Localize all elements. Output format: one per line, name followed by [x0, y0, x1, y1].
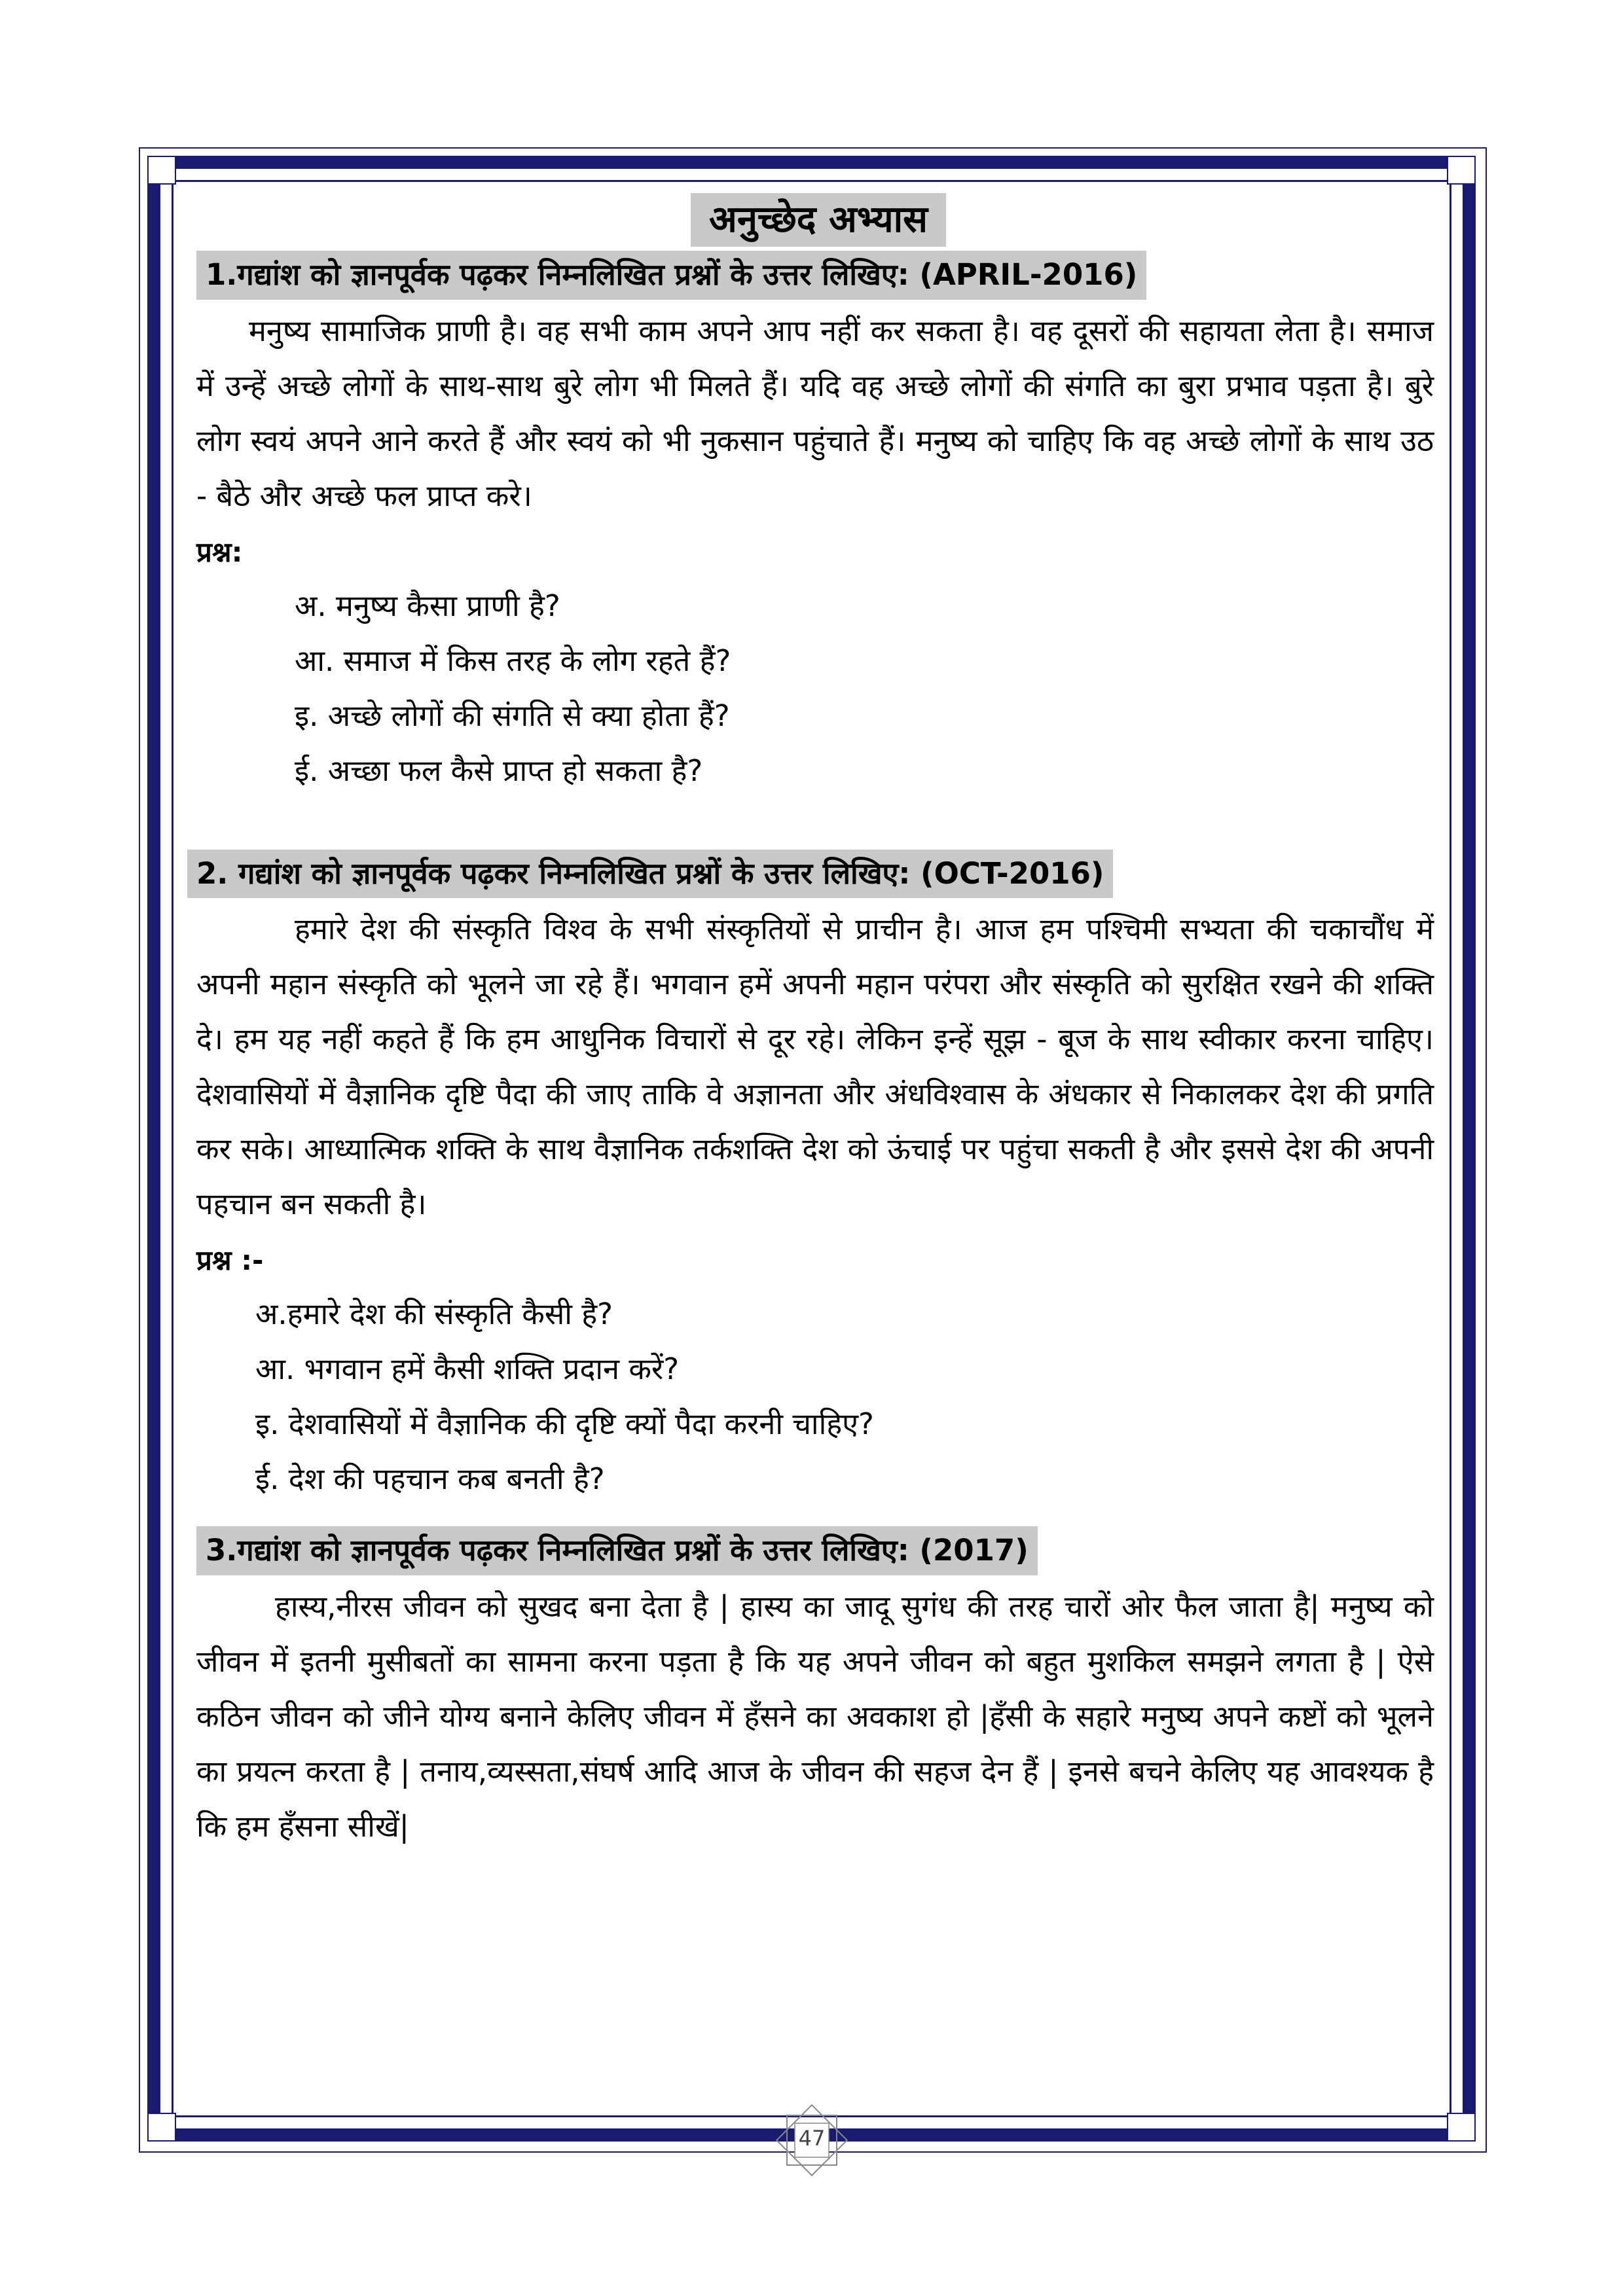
- question-list: [196, 579, 1440, 798]
- section-heading: 3.गद्यांश को ज्ञानपूर्वक पढ़कर निम्नलिखित प्रश्नों के उत्तर लिखिए: (2017): [196, 1526, 1038, 1575]
- section-heading: 2. गद्यांश को ज्ञानपूर्वक पढ़कर निम्नलिखित प्रश्नों के उत्तर लिखिए: (OCT-2016): [187, 850, 1113, 899]
- question-item: ई. अच्छा फल कैसे प्राप्त हो सकता है?: [295, 753, 703, 788]
- section-heading: 1.गद्यांश को ज्ञानपूर्वक पढ़कर निम्नलिखित प्रश्नों के उत्तर लिखिए: (APRIL-2016): [196, 251, 1146, 300]
- question-list: [196, 1287, 1440, 1507]
- question-item: आ. भगवान हमें कैसी शक्ति प्रदान करें?: [255, 1352, 680, 1386]
- section-1: [196, 251, 1440, 798]
- section-paragraph: हास्य,नीरस जीवन को सुखद बना देता है | हास्य का जादू सुगंध की तरह चारों ओर फैल जाता है| मनुष्य को जीवन में इतनी मुसीबतों का सामना करना पड़ता है कि यह अपने जीवन को बहुत मुशकिल समझने लगता है | ऐसे कठिन जीवन को जीने योग्य बनाने केलिए जीवन में हँसने का अवकाश हो |हँसी के सहारे मनुष्य अपने कष्टों को भूलने का प्रयत्न करता है | तनाय,व्यस्सता,संघर्ष आदि आज के जीवन की सहज देन हैं | इनसे बचने केलिए यह आवश्यक है कि हम हँसना सीखें|: [196, 1588, 1434, 1844]
- question-item: आ. समाज में किस तरह के लोग रहते हैं?: [295, 643, 731, 678]
- question-item: इ. अच्छे लोगों की संगति से क्या होता हैं?: [295, 698, 730, 733]
- corner-ornament-top-left: [147, 156, 176, 185]
- section-paragraph: हमारे देश की संस्कृति विश्व के सभी संस्कृतियों से प्राचीन है। आज हम पश्चिमी सभ्यता की चकाचौंध में अपनी महान संस्कृति को भूलने जा रहे हैं। भगवान हमें अपनी महान परंपरा और संस्कृति को सुरक्षित रखने की शक्ति दे। हम यह नहीं कहते हैं कि हम आधुनिक विचारों से दूर रहे। लेकिन इन्हें सूझ - बूज के साथ स्वीकार करना चाहिए। देशवासियों में वैज्ञानिक दृष्टि पैदा की जाए ताकि वे अज्ञानता और अंधविश्वास के अंधकार से निकालकर देश की प्रगति कर सके। आध्यात्मिक शक्ति के साथ वैज्ञानिक तर्कशक्ति देश को ऊंचाई पर पहुंचा सकती है और इससे देश की अपनी पहचान बन सकती है।: [196, 912, 1434, 1221]
- page-number: 47: [798, 2126, 826, 2151]
- page-number-badge: [773, 2101, 851, 2179]
- question-label: प्रश्न :-: [196, 1244, 264, 1276]
- question-label: प्रश्न:: [196, 535, 243, 568]
- section-paragraph: मनुष्य सामाजिक प्राणी है। वह सभी काम अपने आप नहीं कर सकता है। वह दूसरों की सहायता लेता है। समाज में उन्हें अच्छे लोगों के साथ-साथ बुरे लोग भी मिलते हैं। यदि वह अच्छे लोगों की संगति का बुरा प्रभाव पड़ता है। बुरे लोग स्वयं अपने आने करते हैं और स्वयं को भी नुकसान पहुंचाते हैं। मनुष्य को चाहिए कि वह अच्छे लोगों के साथ उठ - बैठे और अच्छे फल प्राप्त करे।: [196, 313, 1434, 513]
- corner-ornament-bottom-right: [1447, 2113, 1476, 2142]
- question-item: अ.हमारे देश की संस्कृति कैसी है?: [255, 1297, 613, 1331]
- question-item: इ. देशवासियों में वैज्ञानिक की दृष्टि क्यों पैदा करनी चाहिए?: [255, 1407, 874, 1441]
- corner-ornament-top-right: [1447, 156, 1476, 185]
- question-item: ई. देश की पहचान कब बनती है?: [255, 1462, 605, 1496]
- section-3: [196, 1526, 1440, 1854]
- page-title: अनुच्छेद अभ्यास: [691, 193, 946, 247]
- title-wrap: [196, 193, 1440, 247]
- page-content: [196, 193, 1440, 1854]
- section-2: [196, 850, 1440, 1507]
- question-item: अ. मनुष्य कैसा प्राणी है?: [295, 588, 560, 623]
- corner-ornament-bottom-left: [147, 2113, 176, 2142]
